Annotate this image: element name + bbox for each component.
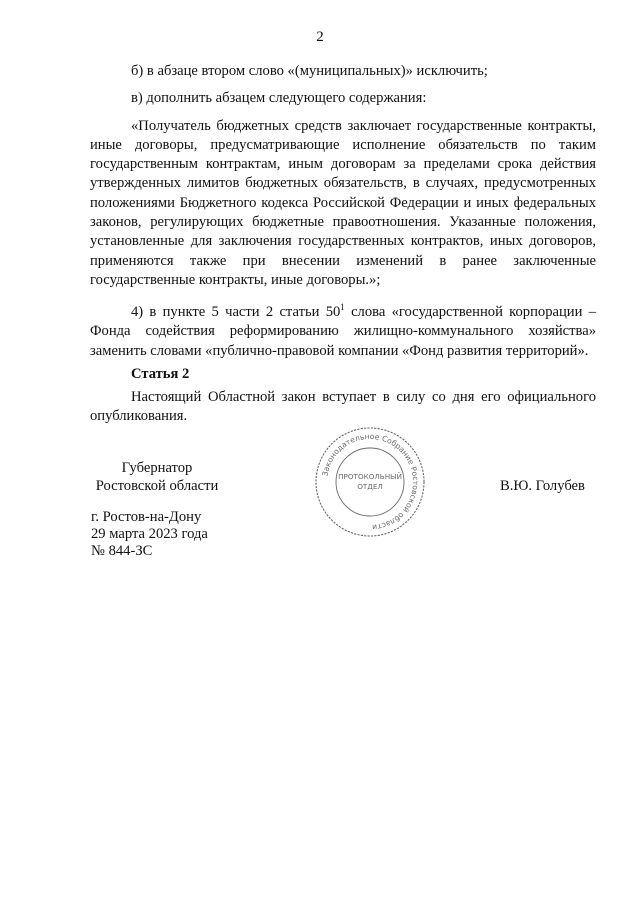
stamp-center-line2: ОТДЕЛ — [357, 482, 383, 491]
signatory-title — [92, 460, 222, 495]
signatory-title-line2: Ростовской области — [95, 477, 219, 494]
law-number: № 844-ЗС — [91, 543, 153, 559]
item-4-start: 4) в пункте 5 части 2 статьи 50 — [131, 304, 341, 321]
item-4-rest: слова «государственной корпорации – Фонда содействия реформированию жилищно-коммунального хозяйства» заменить словами «публично-правовой компании «Фонд развития территорий». — [90, 304, 596, 359]
article-2-heading: Статья 2 — [131, 366, 190, 382]
signatory-title-line1: Губернатор — [121, 460, 193, 476]
item-4-superscript: 1 — [340, 302, 345, 313]
article-2-text: Настоящий Областной закон вступает в силу со дня его официального опубликования. — [90, 389, 596, 425]
quoted-paragraph: «Получатель бюджетных средств заключает государственные контракты, иные договоры, предусматривающие исполнение обязательств по таким государственным контрактам, иным договорам за пределами срока действия утвержденных лимитов бюджетных обязательств, в случаях, предусмотренных положениями Бюджетного кодекса Российской Федерации и иных федеральных законов, регулирующих бюджетные правоотношения. Указанные положения, установленные для заключения государственных контрактов, иных договоров, применяются также при внесении изменений в ранее заключенные государственные контракты, иные договоры.»; — [90, 117, 596, 288]
signatory-name: В.Ю. Голубев — [500, 478, 585, 494]
date: 29 марта 2023 года — [91, 526, 208, 542]
place-date-number — [91, 509, 208, 560]
item-b: б) в абзаце втором слово «(муниципальных)» исключить; — [131, 63, 488, 79]
page-number: 2 — [316, 29, 324, 45]
item-4 — [90, 298, 596, 361]
stamp-center-line1: ПРОТОКОЛЬНЫЙ — [338, 472, 402, 481]
stamp-ring-text: Законодательное Собрание Ростовской области — [320, 431, 421, 533]
official-stamp — [314, 426, 426, 538]
item-v: в) дополнить абзацем следующего содержания: — [131, 90, 427, 107]
city: г. Ростов-на-Дону — [91, 509, 202, 525]
amendment-items — [90, 62, 596, 369]
